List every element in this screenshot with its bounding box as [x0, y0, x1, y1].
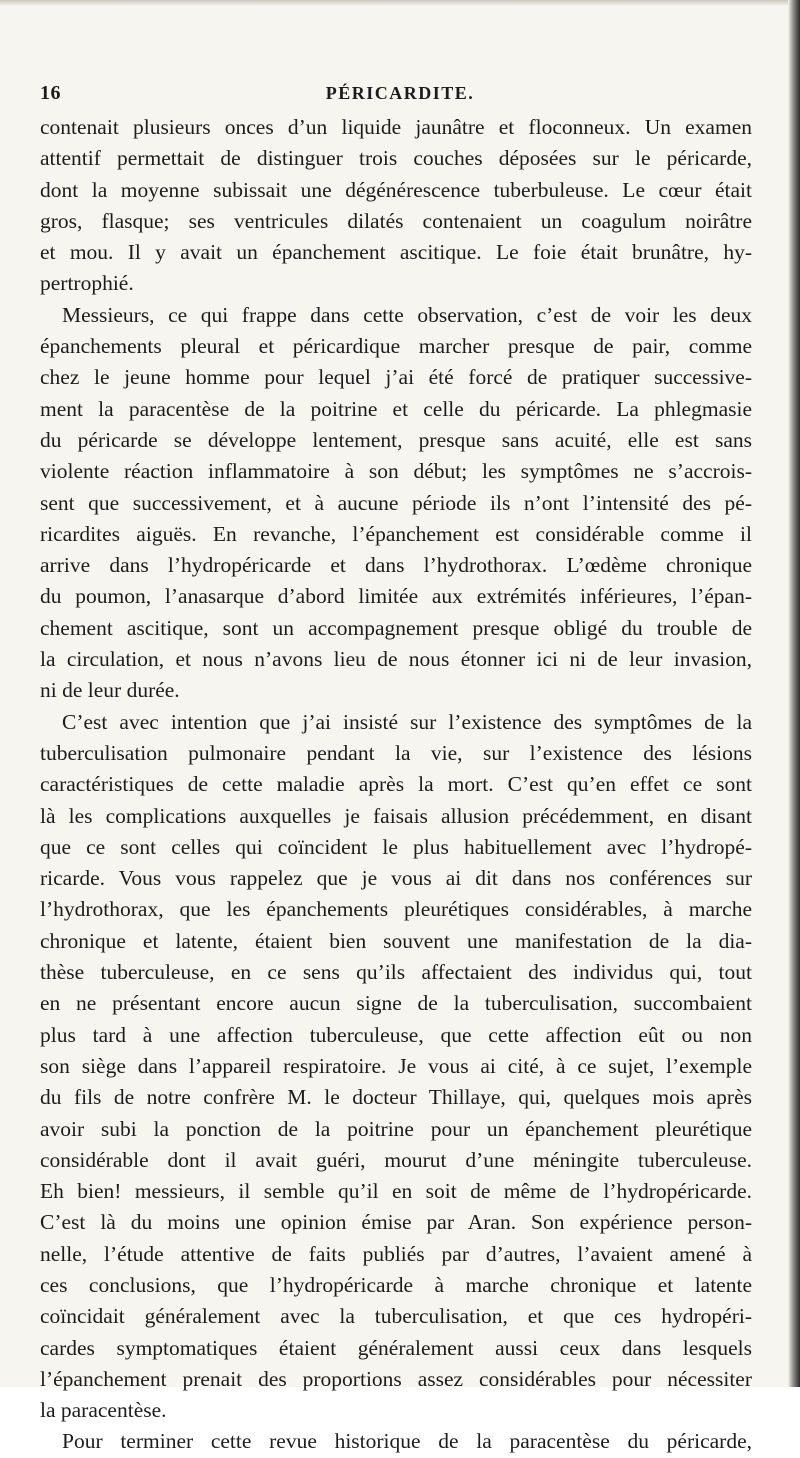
- text-line: nelle, l’étude attentive de faits publiés par d’autres, l’avaient amené à: [40, 1241, 752, 1266]
- page-number: 16: [40, 82, 61, 104]
- text-line: et mou. Il y avait un épanchement ascitique. Le foie était brunâtre, hy-: [40, 240, 752, 265]
- text-line: du péricarde se développe lentement, presque sans acuité, elle est sans: [40, 427, 752, 452]
- text-line: considérable dont il avait guéri, mourut d’une méningite tuberculeuse.: [40, 1147, 752, 1172]
- text-line: coïncidait généralement avec la tuberculisation, et que ces hydropéri-: [40, 1304, 752, 1329]
- page-binding-edge: [788, 0, 800, 1387]
- text-line: Pour terminer cette revue historique de la paracentèse du péricarde,: [62, 1429, 752, 1454]
- text-line: ces conclusions, que l’hydropéricarde à marche chronique et latente: [40, 1272, 752, 1297]
- text-line: son siège dans l’appareil respiratoire. Je vous ai cité, à ce sujet, l’exemple: [40, 1053, 752, 1078]
- text-line: pertrophié.: [40, 271, 134, 296]
- text-line: Eh bien! messieurs, il semble qu’il en soit de même de l’hydropéricarde.: [40, 1179, 752, 1204]
- page-top-edge: [0, 0, 800, 6]
- text-line: attentif permettait de distinguer trois couches déposées sur le péricarde,: [40, 146, 752, 171]
- text-line: contenait plusieurs onces d’un liquide jaunâtre et floconneux. Un examen: [40, 115, 752, 139]
- text-line: dont la moyenne subissait une dégénérescence tuberbuleuse. Le cœur était: [40, 177, 752, 202]
- text-line: C’est avec intention que j’ai insisté sur l’existence des symptômes de la: [62, 709, 752, 734]
- text-line: violente réaction inflammatoire à son début; les symptômes ne s’accrois-: [40, 459, 752, 484]
- text-line: chement ascitique, sont un accompagnement presque obligé du trouble de: [40, 615, 752, 640]
- text-line: tuberculisation pulmonaire pendant la vie, sur l’existence des lésions: [40, 740, 752, 765]
- text-line: ricarde. Vous vous rappelez que je vous ai dit dans nos conférences sur: [40, 866, 752, 891]
- text-line: épanchements pleural et péricardique marcher presque de pair, comme: [40, 334, 752, 359]
- text-line: du fils de notre confrère M. le docteur Thillaye, qui, quelques mois après: [40, 1085, 752, 1110]
- text-line: cardes symptomatiques étaient généralement aussi ceux dans lesquels: [40, 1335, 752, 1360]
- text-line: thèse tuberculeuse, en ce sens qu’ils affectaient des individus qui, tout: [40, 960, 752, 985]
- text-line: gros, flasque; ses ventricules dilatés contenaient un coagulum noirâtre: [40, 208, 752, 233]
- text-line: chez le jeune homme pour lequel j’ai été forcé de pratiquer successive-: [40, 365, 752, 390]
- text-line: sent que successivement, et à aucune période ils n’ont l’intensité des pé-: [40, 490, 752, 515]
- text-line: caractéristiques de cette maladie après la mort. C’est qu’en effet ce sont: [40, 772, 752, 797]
- text-line: chronique et latente, étaient bien souvent une manifestation de la dia-: [40, 928, 752, 953]
- page-header: [40, 82, 760, 108]
- text-line: là les complications auxquelles je faisais allusion précédemment, en disant: [40, 803, 752, 828]
- text-line: que ce sont celles qui coïncident le plus habituellement avec l’hydropé-: [40, 834, 752, 859]
- text-line: avoir subi la ponction de la poitrine pour un épanchement pleurétique: [40, 1116, 752, 1141]
- running-title: PÉRICARDITE.: [325, 83, 475, 103]
- text-line: plus tard à une affection tuberculeuse, que cette affection eût ou non: [40, 1022, 752, 1047]
- text-line: ricardites aiguës. En revanche, l’épanchement est considérable comme il: [40, 521, 752, 546]
- text-line: l’hydrothorax, que les épanchements pleurétiques considérables, à marche: [40, 897, 752, 922]
- text-line: C’est là du moins une opinion émise par Aran. Son expérience person-: [40, 1210, 752, 1235]
- text-line: la paracentèse.: [40, 1398, 167, 1423]
- text-line: Messieurs, ce qui frappe dans cette observation, c’est de voir les deux: [62, 302, 752, 327]
- text-line: l’épanchement prenait des proportions assez considérables pour nécessiter: [40, 1366, 752, 1391]
- text-line: la circulation, et nous n’avons lieu de nous étonner ici ni de leur invasion,: [40, 647, 752, 672]
- body-text: [40, 112, 752, 1458]
- text-line: ni de leur durée.: [40, 678, 180, 703]
- text-line: arrive dans l’hydropéricarde et dans l’hydrothorax. L’œdème chronique: [40, 553, 752, 578]
- text-line: ment la paracentèse de la poitrine et celle du péricarde. La phlegmasie: [40, 396, 752, 421]
- text-line: en ne présentant encore aucun signe de la tuberculisation, succombaient: [40, 991, 752, 1016]
- text-line: du poumon, l’anasarque d’abord limitée aux extrémités inférieures, l’épan-: [40, 584, 752, 609]
